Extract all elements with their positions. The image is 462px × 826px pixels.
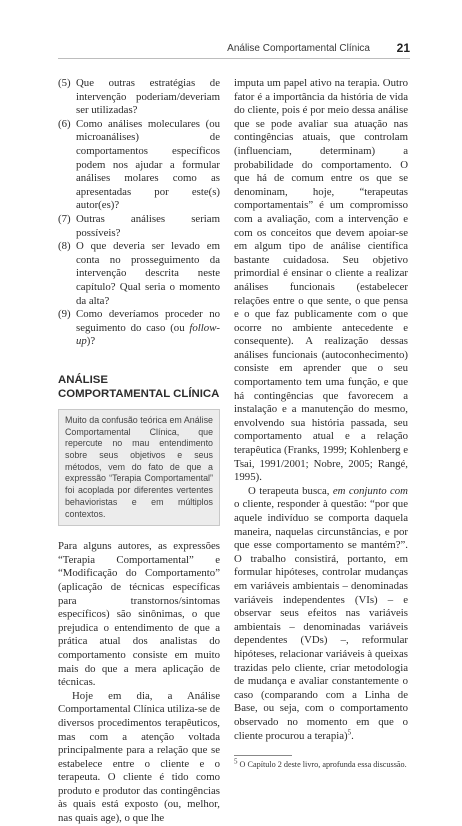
footnote-rule (234, 755, 292, 756)
item-text: Outras análises seriam possíveis? (76, 212, 220, 239)
paragraph-italic: em conjunto com (332, 484, 408, 497)
item-number: (6) (58, 117, 71, 130)
item-number: (7) (58, 212, 71, 225)
item-number: (9) (58, 308, 71, 321)
list-item (58, 308, 220, 349)
footnote-text: O Capítulo 2 deste livro, aprofunda essa discussão. (239, 760, 407, 770)
item-text-italic: follow-up (76, 321, 220, 348)
section-heading: ANÁLISE COMPORTAMENTAL CLÍNICA (58, 373, 220, 400)
item-text-start: Como deveríamos proceder no seguimento do caso (ou (76, 308, 220, 334)
page-number: 21 (396, 41, 410, 55)
item-number: (8) (58, 240, 71, 253)
question-list (58, 77, 220, 349)
body-paragraph: imputa um papel ativo na terapia. Outro fator é a importância da história de vida do cliente, pois é por meio dessa análise que se pode avaliar sua atuação nas contingências atuais, que controlam (influenciam, determinam) a probabilidade do comportamento. O que há de comum entre os que se denominam, hoje, “terapeutas comportamentais” é um compromisso com a avaliação, com a intervenção e com os conceitos que devem apoiar-se em algum tipo de análise científica bastante cuidadosa. Seu objetivo primordial é ensinar o cliente a realizar análises funcionais (estabelecer relações entre o que sente, o que pensa e o que faz publicamente com o que ocorre no ambiente antecedente e consequente). A realização dessas análises funcionais (autoconhecimento) consiste em aprender que o seu comportamento tem uma função, e que há contingências que favorecem a instalação e a manutenção do mesmo, envolvendo sua história passada, seu comportamento atual e a relação terapêutica (Franks, 1999; Kohlenberg e Tsai, 1991/2001; Nobre, 2005; Rangé, 1995). (234, 77, 408, 484)
header-rule (58, 58, 410, 59)
highlight-box: Muito da confusão teórica em Análise Comportamental Clínica, que repercute no mau entendimento sobre seus objetivos e seus métodos, vem do fato de que a expressão “Terapia Comportamental” foi acoplada por diferentes vertentes behavioristas e em múltiplos contextos. (58, 409, 220, 526)
item-text: O que deveria ser levado em conta no prosseguimento da intervenção descrita neste capítulo? Qual seria o momento da alta? (76, 240, 220, 307)
body-paragraph (234, 485, 408, 743)
item-text (76, 308, 220, 349)
right-column (234, 77, 408, 770)
paragraph-end: . (351, 729, 354, 742)
paragraph-start: O terapeuta busca, (248, 484, 333, 497)
left-column (58, 77, 220, 826)
body-paragraph: Para alguns autores, as expressões “Terapia Comportamental” e “Modificação do Comportamento” (aplicação de técnicas específicas para transtornos/sintomas específicos) são sinônimas, o que prejudica o entendimento de que a prática atual dos analistas do comportamento consiste em muito mais do que a mera aplicação de técnicas. (58, 540, 220, 689)
list-item (58, 213, 220, 240)
footnote (234, 757, 408, 770)
list-item (58, 240, 220, 308)
footnote-ref: 5 (347, 727, 352, 736)
item-text-end: )? (86, 335, 96, 348)
list-item (58, 118, 220, 213)
running-header (58, 41, 410, 57)
list-item (58, 77, 220, 118)
item-text: Como análises moleculares (ou microanálises) de comportamentos específicos podem nos ajudar a formular análises molares como as apresentadas por este(s) autor(es)? (76, 117, 220, 212)
paragraph-body: o cliente, responder à questão: “por que aquele indivíduo se comporta daquela maneira, naquelas circunstâncias, e por que esse comportamento se mantém?”. O trabalho consistirá, portanto, em formular hipóteses, controlar mudanças em variáveis ambientais – denominadas variáveis independentes (VIs) – e observar seus efeitos nas variáveis ambientais – denominadas variáveis dependentes (VDs) –, reformular hipóteses, relacionar variáveis à queixas trazidas pelo cliente, criar metodologia de mudança e avaliar constantemente o caso (comparando com a Linha de Base, ou seja, com o comportamento observado no momento em que o cliente procurou a terapia) (234, 498, 408, 742)
item-text: Que outras estratégias de intervenção poderiam/deveriam ser utilizadas? (76, 77, 220, 117)
footnote-number: 5 (234, 757, 238, 766)
running-title: Análise Comportamental Clínica (227, 43, 370, 54)
item-number: (5) (58, 77, 71, 89)
body-paragraph: Hoje em dia, a Análise Comportamental Clínica utiliza-se de diversos procedimentos terapêuticos, mas com a atenção voltada principalmente para a relação que se estabelece entre o cliente e o terapeuta. O cliente é tido como produto e produtor das contingências às quais está exposto (ou, melhor, nas quais age), o que lhe (58, 689, 220, 825)
